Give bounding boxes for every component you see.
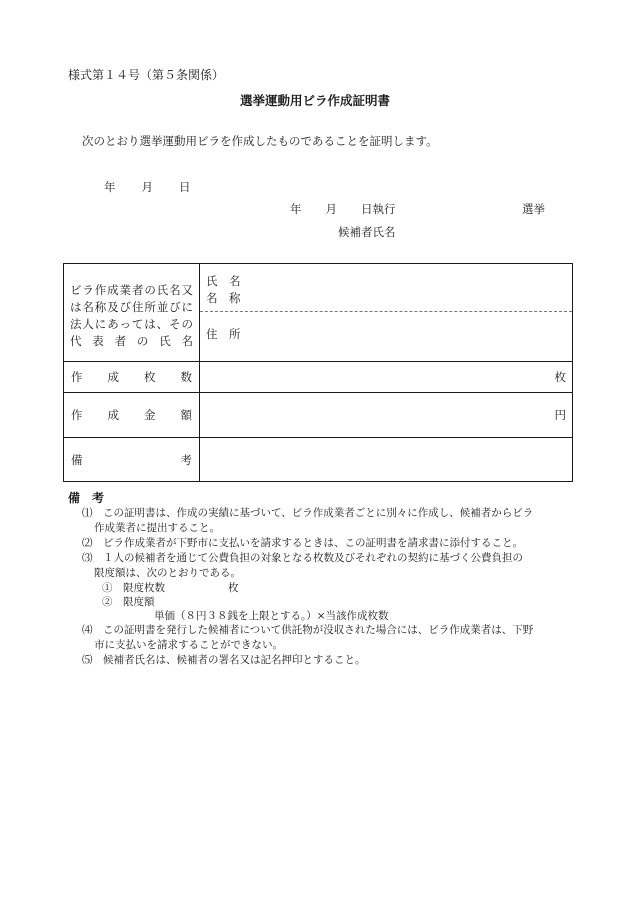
count-label-char: 作 — [71, 370, 83, 384]
maker-row — [64, 264, 573, 362]
exec-day: 日執行 — [361, 202, 396, 216]
maker-label-cell — [64, 264, 200, 362]
exec-year: 年 — [290, 202, 302, 216]
maker-label-line: は名称及び住所並びに — [70, 299, 193, 314]
date-line — [104, 179, 191, 195]
maker-value-cell — [200, 264, 573, 362]
maker-label-line: 法人にあっては、その — [70, 316, 193, 331]
note-4-cont: 市に支払いを請求することができない。 — [94, 639, 283, 651]
note-1-cont: 作成業者に提出すること。 — [94, 522, 220, 534]
amount-field[interactable] — [200, 393, 573, 438]
amount-unit: 円 — [554, 408, 566, 422]
address-label: 住 所 — [206, 326, 241, 341]
name-field[interactable] — [200, 267, 572, 312]
note-2: ⑵ ビラ作成業者が下野市に支払いを請求するときは、この証明書を請求書に添付すること。 — [82, 537, 523, 549]
execution-date-line — [290, 201, 396, 217]
note-3-item-1: ① 限度枚数 — [102, 582, 165, 594]
amount-row — [64, 393, 573, 438]
notes-heading: 備 考 — [68, 491, 105, 505]
count-label-char: 枚 — [144, 370, 156, 384]
remarks-row — [64, 438, 573, 482]
note-4: ⑷ この証明書を発行した候補者について供託物が没収された場合には、ビラ作成業者は、下野 — [82, 624, 534, 636]
amount-label-char: 成 — [107, 408, 119, 422]
count-label-char: 数 — [180, 370, 192, 384]
remarks-label-char: 備 — [71, 452, 83, 467]
page-title: 選挙運動用ビラ作成証明書 — [239, 93, 390, 108]
note-5: ⑸ 候補者氏名は、候補者の署名又は記名押印とすること。 — [82, 654, 366, 666]
intro-text: 次のとおり選挙運動用ビラを作成したものであることを証明します。 — [82, 134, 438, 148]
remarks-field[interactable] — [200, 438, 573, 482]
date-year: 年 — [104, 180, 116, 194]
amount-label-char: 作 — [71, 408, 83, 422]
date-month: 月 — [141, 180, 153, 194]
address-field[interactable] — [200, 312, 572, 359]
amount-label-char: 額 — [180, 408, 192, 422]
count-field[interactable] — [200, 362, 573, 393]
exec-month: 月 — [325, 202, 337, 216]
count-label-cell — [64, 362, 200, 393]
maker-label-line: ビラ作成業者の氏名又 — [70, 282, 193, 297]
note-3-formula: 単価（８円３８銭を上限とする。）×当該作成枚数 — [154, 610, 389, 622]
remarks-label-cell — [64, 438, 200, 482]
remarks-label-char: 考 — [180, 452, 192, 467]
note-1: ⑴ この証明書は、作成の実績に基づいて、ビラ作成業者ごとに別々に作成し、候補者からビラ — [82, 507, 534, 519]
count-unit: 枚 — [554, 370, 566, 384]
candidate-name-label: 候補者氏名 — [338, 225, 396, 239]
amount-label-char: 金 — [144, 408, 156, 422]
note-3-item-2: ② 限度額 — [102, 596, 155, 608]
form-number: 様式第１４号（第５条関係） — [68, 68, 225, 82]
note-3-cont: 限度額は、次のとおりである。 — [94, 567, 241, 579]
election-label: 選挙 — [522, 202, 545, 216]
count-label-char: 成 — [107, 370, 119, 384]
date-day: 日 — [179, 180, 191, 194]
name-label: 氏 名 — [206, 273, 241, 288]
title-label: 名 称 — [206, 290, 241, 305]
note-3-item-1-unit: 枚 — [228, 582, 239, 594]
certificate-table — [63, 263, 573, 482]
maker-label-line: 代表者の氏名 — [70, 333, 193, 348]
count-row — [64, 362, 573, 393]
note-3: ⑶ １人の候補者を通じて公費負担の対象となる枚数及びそれぞれの契約に基づく公費負担の — [82, 552, 523, 564]
amount-label-cell — [64, 393, 200, 438]
